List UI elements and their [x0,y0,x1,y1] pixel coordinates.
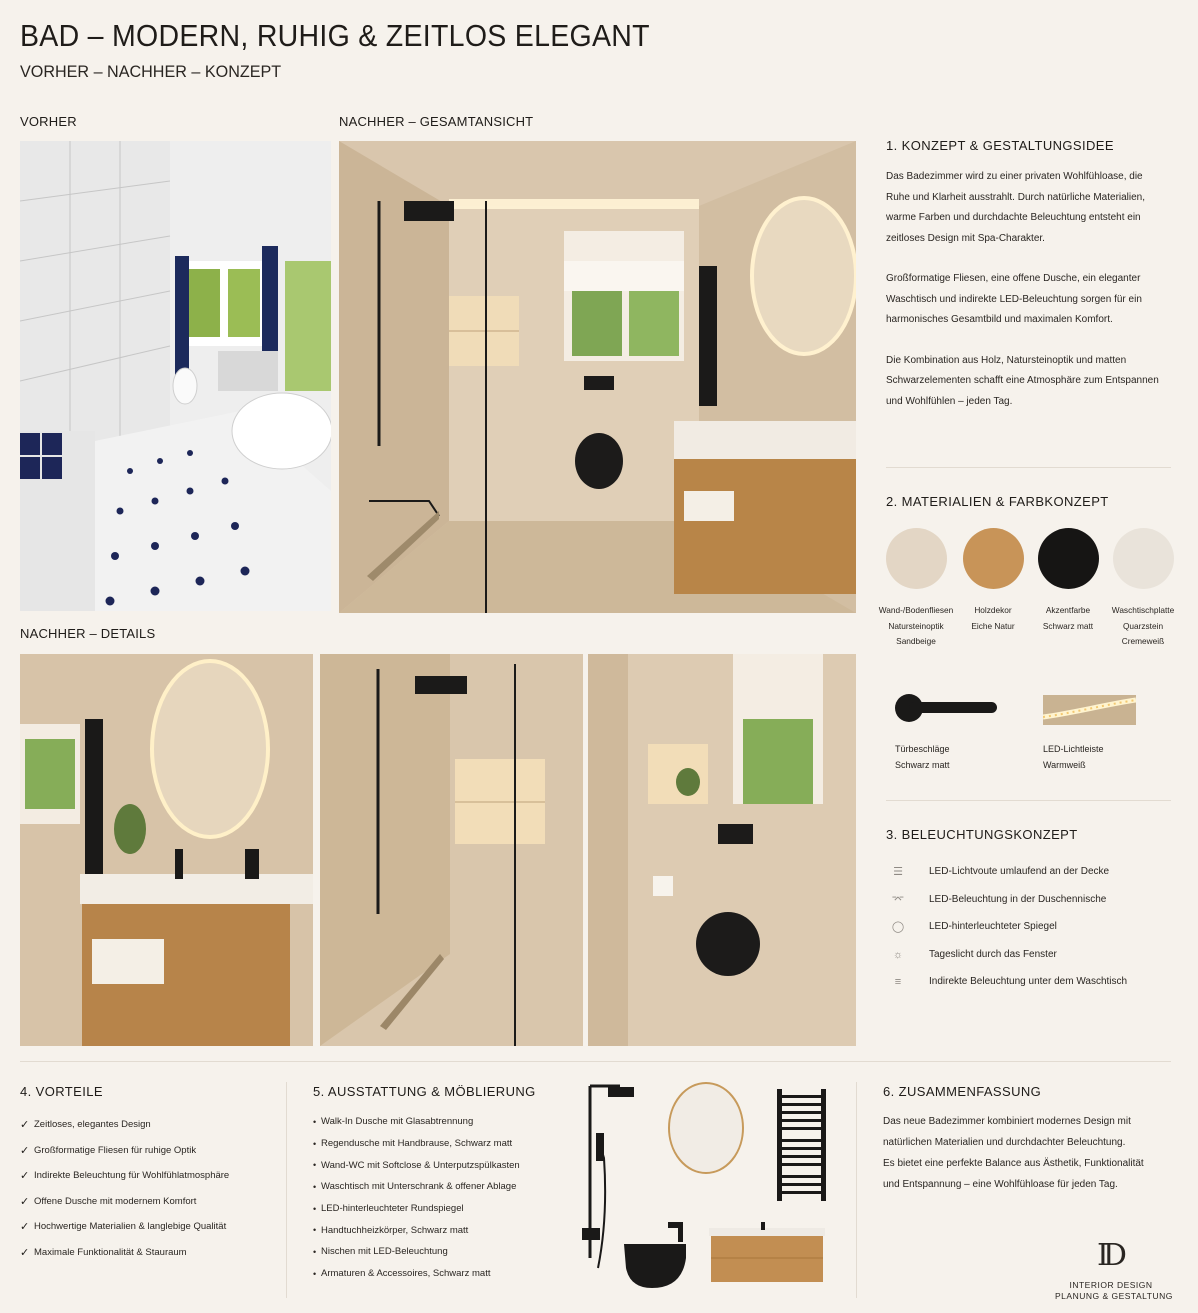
vorteile-heading: 4. VORTEILE [20,1084,103,1099]
bullet-icon: • [313,1160,317,1171]
lighting-item [888,968,1188,995]
column-divider [856,1082,857,1298]
accessory-caption-line: Türbeschläge [895,744,950,754]
niche-light-icon: ⌤ [891,894,905,906]
ausstattung-item [313,1133,520,1155]
vorteile-list [20,1112,229,1265]
konzept-paragraph-1: Das Badezimmer wird zu einer privaten Wohlfühloase, die Ruhe und Klarheit ausstrahlt. Durch natürliche Materialien, warme Farben und durchdachte Beleuchtung entsteht ein zeitloses Design mit Spa-Charakter. [886,171,1146,244]
bullet-icon: • [313,1225,317,1236]
gesamtansicht-photo [339,141,856,613]
logo-line: INTERIOR DESIGN [1069,1280,1153,1290]
vorteil-item-label: Indirekte Beleuchtung für Wohlfühlatmosphäre [34,1170,230,1182]
lighting-item-label: LED-hinterleuchteter Spiegel [929,921,1057,932]
accessory-caption-line: Schwarz matt [895,760,950,770]
accessory-caption [1043,741,1104,773]
under-light-icon: ≡ [894,975,902,988]
bullet-icon: • [313,1181,317,1192]
detail-photo-dusche [320,654,583,1046]
vorteil-item [20,1240,229,1266]
wall-wc-image [622,1220,690,1290]
swatch-caption-line: Eiche Natur [971,620,1015,631]
swatch-caption-line: Quarzstein [1122,620,1164,631]
ausstattung-item-label: Waschtisch mit Unterschrank & offener Ablage [321,1181,517,1193]
led-strip-icon [1043,695,1136,725]
towel-radiator-image [775,1089,829,1201]
mirror-icon: ◯ [891,921,905,933]
bullet-icon: • [313,1203,317,1214]
swatch-caption-line: Waschtischplatte [1111,605,1175,615]
konzept-paragraph-3: Die Kombination aus Holz, Natursteinoptik und matten Schwarzelementen schafft eine Atmosphäre zum Entspannen und Wohlfühlen – jeden Tag. [886,354,1159,407]
vorteil-item [20,1163,229,1189]
vorher-label: VORHER [20,114,77,129]
check-icon: ✓ [20,1195,30,1208]
ausstattung-item-label: Walk-In Dusche mit Glasabtrennung [321,1116,474,1128]
ausstattung-item [313,1263,520,1285]
vorteil-item-label: Offene Dusche mit modernem Komfort [34,1195,197,1207]
bullet-icon: • [313,1116,317,1127]
details-label: NACHHER – DETAILS [20,626,156,641]
vorteil-item [20,1189,229,1215]
ausstattung-item [313,1111,520,1133]
ceiling-light-icon: ☰ [893,866,903,878]
zusammenfassung-text-2: Es bietet eine perfekte Balance aus Ästhetik, Funktionalität und Entspannung – eine Wohlfühloase für jeden Tag. [883,1158,1144,1190]
beleuchtung-heading: 3. BELEUCHTUNGSKONZEPT [886,827,1078,842]
bullet-icon: • [313,1246,317,1257]
gesamtansicht-label: NACHHER – GESAMTANSICHT [339,114,534,129]
logo-mark: ID [1097,1238,1121,1273]
check-icon: ✓ [20,1246,30,1259]
lighting-item [888,886,1188,913]
swatch-caption [950,603,1036,634]
ausstattung-list [313,1111,520,1285]
detail-photo-waschtisch [20,654,313,1046]
vorteil-item-label: Maximale Funktionalität & Stauraum [34,1246,187,1258]
ausstattung-item-label: Regendusche mit Handbrause, Schwarz matt [321,1138,513,1150]
vorteil-item [20,1138,229,1164]
ausstattung-item-label: Wand-WC mit Softclose & Unterputzspülkasten [321,1159,520,1171]
konzept-text [886,167,1168,432]
swatch-holz [963,528,1024,589]
swatch-caption [873,603,959,650]
ausstattung-item-label: Armaturen & Accessoires, Schwarz matt [321,1268,491,1280]
swatch-quarzstein [1113,528,1174,589]
lighting-item-label: LED-Beleuchtung in der Duschennische [929,894,1107,905]
materialien-heading: 2. MATERIALIEN & FARBKONZEPT [886,494,1109,509]
check-icon: ✓ [20,1119,30,1132]
detail-photo-wc [588,654,856,1046]
zusammenfassung-heading: 6. ZUSAMMENFASSUNG [883,1084,1042,1099]
logo-line: PLANUNG & GESTALTUNG [1055,1291,1173,1301]
accessory-caption-line: LED-Lichtleiste [1043,744,1104,754]
konzept-paragraph-2: Großformatige Fliesen, eine offene Dusche, ein eleganter Waschtisch und indirekte LED-Beleuchtung sorgen für ein harmonisches Gesamtbild und maximalen Komfort. [886,273,1142,325]
swatch-caption-line: Natursteinoptik [888,620,944,631]
swatch-caption-line: Holzdekor [974,605,1012,615]
logo-text [1055,1280,1173,1302]
swatch-caption-line: Sandbeige [896,636,936,646]
vorteil-item [20,1112,229,1138]
ausstattung-item [313,1241,520,1263]
vorher-photo [20,141,331,611]
lighting-item-label: Indirekte Beleuchtung unter dem Waschtisch [929,976,1128,987]
vanity-unit-image [709,1222,825,1284]
lighting-item [888,941,1188,968]
ausstattung-item [313,1198,520,1220]
swatch-caption-line: Wand-/Bodenfliesen [878,605,954,615]
page-title: BAD – MODERN, RUHIG & ZEITLOS ELEGANT [20,18,650,53]
bullet-icon: • [313,1268,317,1279]
zusammenfassung-text-1: Das neue Badezimmer kombiniert modernes Design mit natürlichen Materialien und durchdachter Beleuchtung. [883,1116,1131,1148]
swatch-caption-line: Akzentfarbe [1045,605,1091,615]
swatch-caption-line: Cremeweiß [1121,636,1165,646]
konzept-heading: 1. KONZEPT & GESTALTUNGSIDEE [886,138,1114,153]
divider [886,800,1171,801]
divider [20,1061,1171,1062]
check-icon: ✓ [20,1144,30,1157]
vorteil-item-label: Großformatige Fliesen für ruhige Optik [34,1144,197,1156]
column-divider [286,1082,287,1298]
divider [886,467,1171,468]
sun-icon: ☼ [892,948,904,961]
vorteil-item-label: Hochwertige Materialien & langlebige Qualität [34,1221,227,1233]
page-subtitle: VORHER – NACHHER – KONZEPT [20,62,282,81]
ausstattung-item-label: Handtuchheizkörper, Schwarz matt [321,1224,469,1236]
round-mirror-image [667,1081,745,1175]
lighting-item [888,913,1188,940]
swatch-caption [1025,603,1111,634]
vorteil-item [20,1214,229,1240]
ausstattung-item [313,1176,520,1198]
ausstattung-item-label: LED-hinterleuchteter Rundspiegel [321,1203,464,1215]
lighting-item-label: LED-Lichtvoute umlaufend an der Decke [929,866,1110,877]
swatch-fliesen [886,528,947,589]
check-icon: ✓ [20,1170,30,1183]
ausstattung-heading: 5. AUSSTATTUNG & MÖBLIERUNG [313,1084,536,1099]
lighting-item-label: Tageslicht durch das Fenster [929,949,1057,960]
ausstattung-item [313,1219,520,1241]
swatch-schwarz [1038,528,1099,589]
ausstattung-item [313,1154,520,1176]
vorteil-item-label: Zeitloses, elegantes Design [34,1119,151,1131]
accessory-caption [895,741,950,773]
swatch-caption [1100,603,1186,650]
ausstattung-item-label: Nischen mit LED-Beleuchtung [321,1246,448,1258]
check-icon: ✓ [20,1221,30,1234]
swatch-caption-line: Schwarz matt [1042,620,1094,631]
bullet-icon: • [313,1138,317,1149]
accessory-caption-line: Warmweiß [1043,760,1086,770]
door-handle-icon [893,690,999,726]
lighting-item [888,858,1188,885]
zusammenfassung-text [883,1111,1145,1195]
